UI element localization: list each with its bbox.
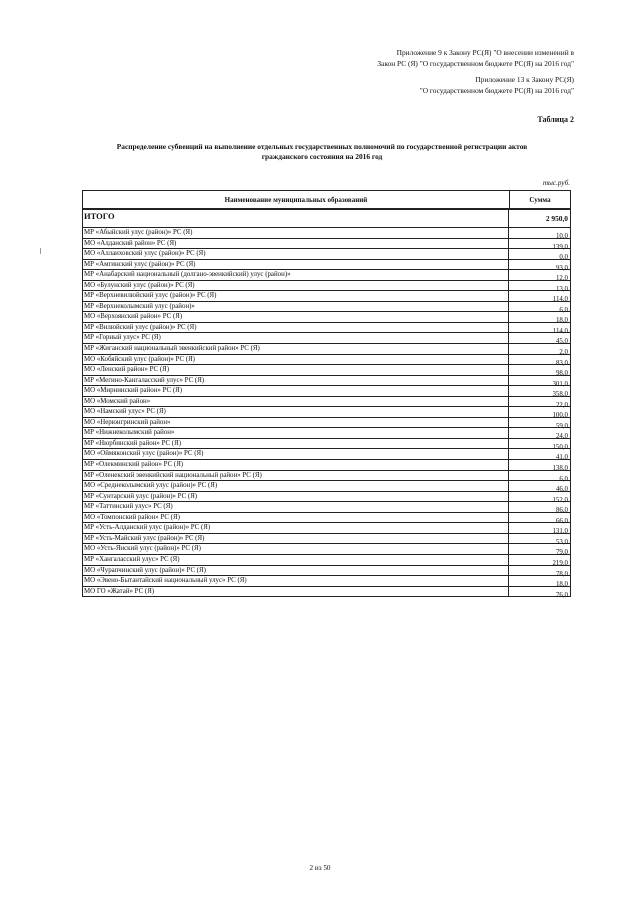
municipality-name: МР «Хангаласский улус» РС (Я): [83, 555, 509, 565]
table-row: [83, 239, 570, 250]
subvention-amount: 10,0: [555, 233, 568, 240]
table-row: [83, 386, 570, 397]
document-title-line: гражданского состояния на 2016 год: [261, 152, 383, 161]
subvention-amount: 358,0: [552, 391, 568, 399]
table-row: [83, 502, 570, 513]
appendix-header-9: [274, 47, 574, 69]
municipality-name: МР «Оленекский эвенкийский национальный район» РС (Я): [83, 471, 509, 481]
table-row: [83, 523, 570, 534]
table-row: [83, 460, 570, 471]
table-number: Таблица 2: [537, 115, 574, 124]
municipality-name: МО «Оймяконский улус (район)» РС (Я): [83, 449, 509, 459]
table-row: [83, 302, 570, 313]
table-row: [83, 355, 570, 366]
total-label: ИТОГО: [83, 210, 509, 227]
table-row: [83, 534, 570, 545]
municipality-name: МО «Мирнинский район» РС (Я): [83, 386, 509, 396]
subvention-amount: 13,0: [555, 285, 568, 293]
table-row: [83, 323, 570, 334]
subvention-amount: 24,0: [555, 433, 568, 441]
document-title: [98, 142, 546, 162]
table-row: [83, 513, 570, 524]
subvention-amount: 41,0: [555, 454, 568, 462]
municipality-name: МР «Жиганский национальный эвенкийский район» РС (Я): [83, 344, 509, 354]
municipality-name: МО «Момский район»: [83, 397, 509, 407]
table-row: [83, 418, 570, 429]
municipality-name: МР «Верхневилюйский улус (район)» РС (Я): [83, 291, 509, 301]
table-row: [83, 439, 570, 450]
subvention-amount: 66,0: [555, 517, 568, 525]
subvention-amount: 6,0: [559, 475, 568, 483]
table-row: [83, 555, 570, 566]
subvention-amount: 150,0: [552, 443, 568, 451]
subvention-amount: 12,0: [555, 275, 568, 283]
municipality-name: МО «Нерюнгринский район»: [83, 418, 509, 428]
units-label: тыс.руб.: [542, 179, 570, 187]
table-row: [83, 566, 570, 577]
municipality-name: МР «Нюрбинский район» РС (Я): [83, 439, 509, 449]
table-row: [83, 312, 570, 323]
municipality-name: МО «Ленский район» РС (Я): [83, 365, 509, 375]
municipality-name: МР «Абыйский улус (район)» РС (Я): [83, 228, 509, 238]
table-row: [83, 270, 570, 281]
subvention-amount: 59,0: [555, 422, 568, 430]
municipality-name: МР «Таттинский улус» РС (Я): [83, 502, 509, 512]
table-row: [83, 428, 570, 439]
municipality-name: МО «Среднеколымский улус (район)» РС (Я): [83, 481, 509, 491]
table-row: [83, 492, 570, 503]
table-header: [82, 190, 571, 210]
municipality-name: МО «Булунский улус (район)» РС (Я): [83, 281, 509, 291]
table-row: [83, 344, 570, 355]
appendix-header-line: Приложение 13 к Закону РС(Я): [475, 75, 574, 84]
column-header-sum: Сумма: [529, 195, 551, 204]
subvention-amount: 219,0: [552, 559, 568, 567]
table-body: [82, 228, 571, 597]
subvention-amount: 83,0: [555, 359, 568, 367]
municipality-name: МР «Верхнеколымский улус (район)»: [83, 302, 509, 312]
subvention-amount: 138,0: [552, 465, 568, 473]
table-row: [83, 376, 570, 387]
table-row: [83, 291, 570, 302]
municipality-name: МР «Горный улус» РС (Я): [83, 333, 509, 343]
subvention-amount: 18,0: [555, 317, 568, 325]
table-row: [83, 587, 570, 598]
municipality-name: МР «Сунтарский улус (район)» РС (Я): [83, 492, 509, 502]
subvention-amount: 301,0: [552, 380, 568, 388]
municipality-name: МО «Томпонский район» РС (Я): [83, 513, 509, 523]
municipality-name: МО «Эвено-Бытантайский национальный улус» РС (Я): [83, 576, 509, 586]
subvention-amount: 0,0: [559, 254, 568, 262]
appendix-header-line: Закон РС (Я) "О государственном бюджете РС(Я) на 2016 год": [377, 59, 574, 68]
total-row: [82, 210, 571, 228]
table-row: [83, 471, 570, 482]
municipality-name: МР «Амгинский улус (район)» РС (Я): [83, 260, 509, 270]
total-value: 2 950,0: [545, 214, 568, 223]
appendix-header-line: "О государственном бюджете РС(Я) на 2016 год": [419, 86, 574, 95]
page-number: 2 из 50: [309, 864, 331, 872]
appendix-header-line: Приложение 9 к Закону РС(Я) "О внесении изменений в: [396, 48, 574, 57]
subvention-amount: 131,0: [552, 528, 568, 536]
municipality-name: МР «Усть-Алданский улус (район)» РС (Я): [83, 523, 509, 533]
table-row: [83, 281, 570, 292]
table-row: [83, 249, 570, 260]
municipality-name: МО «Намский улус» РС (Я): [83, 407, 509, 417]
subvention-amount: 100,0: [552, 412, 568, 420]
subvention-amount: 93,0: [555, 264, 568, 272]
municipality-name: МР «Вилюйский улус (район)» РС (Я): [83, 323, 509, 333]
appendix-header-13: [274, 74, 574, 96]
document-title-line: Распределение субвенций на выполнение отдельных государственных полномочий по государственной регистрации актов: [116, 142, 528, 151]
subvention-amount: 79,0: [555, 549, 568, 557]
table-row: [83, 228, 570, 239]
subvention-amount: 2,0: [559, 349, 568, 357]
municipality-name: МО «Алданский район» РС (Я): [83, 239, 509, 249]
subvention-amount: 114,0: [552, 296, 568, 304]
municipality-name: МО «Верхоянский район» РС (Я): [83, 312, 509, 322]
subvention-amount: 78,0: [555, 570, 568, 578]
column-header-name: Наименование муниципальных образований: [83, 191, 510, 208]
municipality-name: МО «Усть-Янский улус (район)» РС (Я): [83, 544, 509, 554]
subvention-amount: 46,0: [555, 486, 568, 494]
subvention-amount: 76,0: [555, 591, 568, 599]
subvention-amount: 18,0: [555, 581, 568, 589]
municipality-name: МО «Кобяйский улус (район)» РС (Я): [83, 355, 509, 365]
table-row: [83, 544, 570, 555]
municipality-name: МР «Усть-Майский улус (район)» РС (Я): [83, 534, 509, 544]
municipality-name: МР «Нижнеколымский район»: [83, 428, 509, 438]
table-row: [83, 481, 570, 492]
table-row: [83, 407, 570, 418]
subvention-amount: 53,0: [555, 538, 568, 546]
municipality-name: МО «Аллаиховский улус (район)» РС (Я): [83, 249, 509, 259]
municipality-name: МР «Мегино-Кангаласский улус» РС (Я): [83, 376, 509, 386]
subvention-amount: 22,0: [555, 401, 568, 409]
subvention-amount: 114,0: [552, 327, 568, 335]
margin-mark: [40, 248, 41, 254]
subvention-amount: 45,0: [555, 338, 568, 346]
subvention-amount: 139,0: [552, 243, 568, 251]
subvention-amount: 6,0: [559, 306, 568, 314]
municipality-name: МО «Чурапчинский улус (район)» РС (Я): [83, 566, 509, 576]
subvention-table: [82, 190, 571, 597]
table-row: [83, 576, 570, 587]
subvention-amount: 98,0: [555, 370, 568, 378]
municipality-name: МР «Олекминский район» РС (Я): [83, 460, 509, 470]
table-row: [83, 397, 570, 408]
municipality-name: МО ГО «Жатай» РС (Я): [83, 587, 509, 597]
table-row: [83, 449, 570, 460]
subvention-amount: 86,0: [555, 507, 568, 515]
table-row: [83, 260, 570, 271]
municipality-name: МР «Анабарский национальный (долгано-эвенкийский) улус (район)»: [83, 270, 509, 280]
table-row: [83, 365, 570, 376]
subvention-amount: 152,0: [552, 496, 568, 504]
table-row: [83, 333, 570, 344]
